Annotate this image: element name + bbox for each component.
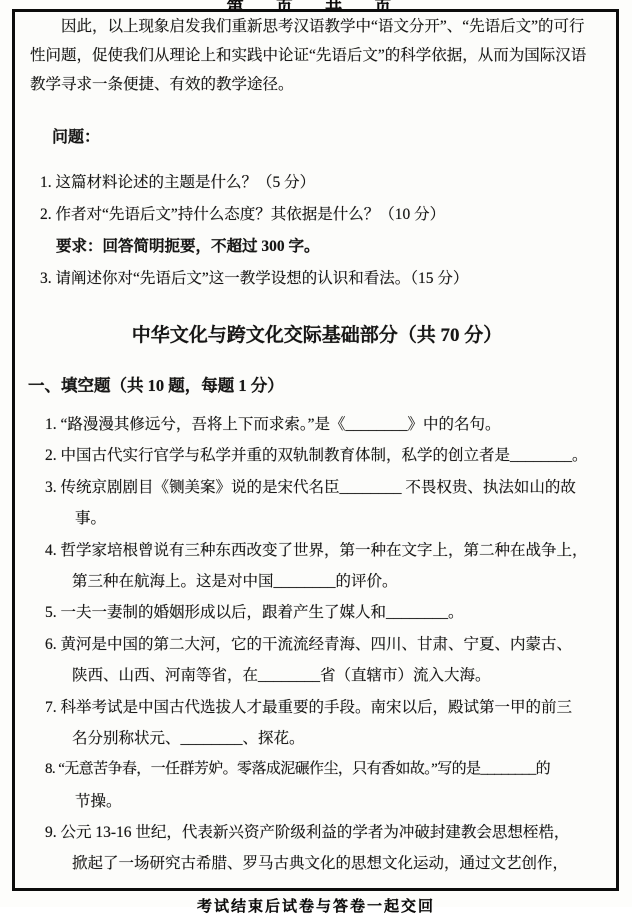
footer-instruction-fragment: 考试结束后试卷与答卷一起交回 [196, 899, 435, 915]
exam-border-frame [12, 9, 619, 891]
page-footer-clipped [0, 898, 632, 915]
fill-in-item-4: 4. 哲学家培根曾说有三种东西改变了世界，第一种在文字上，第二种在战争上， [45, 541, 588, 559]
fill-in-item-6: 6. 黄河是中国的第二大河，它的干流流经青海、四川、甘肃、宁夏、内蒙古、 [45, 635, 573, 653]
intro-paragraph-line: 教学寻求一条便捷、有效的教学途径。 [30, 76, 294, 93]
subsection-heading-fill-in: 一、填空题（共 10 题，每题 1 分） [28, 376, 284, 395]
fill-in-item-7-cont: 名分别称状元、________、探花。 [72, 729, 305, 747]
fill-in-item-3: 3. 传统京剧剧目《铡美案》说的是宋代名臣________ 不畏权贵、执法如山的故 [45, 478, 576, 496]
fill-in-item-3-cont: 事。 [75, 510, 107, 528]
intro-paragraph-line: 性问题，促使我们从理论上和实践中论证“先语后文”的科学依据，从而为国际汉语 [30, 47, 587, 64]
fill-in-item-5: 5. 一夫一妻制的婚姻形成以后，跟着产生了媒人和________。 [45, 604, 464, 622]
page-number-header-clipped [0, 0, 632, 4]
fill-in-item-9-cont: 掀起了一场研究古希腊、罗马古典文化的思想文化运动，通过文艺创作， [72, 855, 569, 873]
question-item-1: 1. 这篇材料论述的主题是什么？（5 分） [40, 174, 316, 191]
fill-in-item-6-cont: 陕西、山西、河南等省，在________省（直辖市）流入大海。 [72, 667, 491, 685]
fill-in-item-1: 1. “路漫漫其修远兮，吾将上下而求索。”是《________》中的名句。 [45, 416, 501, 433]
section-title: 中华文化与跨文化交际基础部分（共 70 分） [131, 325, 503, 346]
question-2-requirement: 要求：回答简明扼要，不超过 300 字。 [56, 238, 320, 255]
fill-in-item-2: 2. 中国古代实行官学与私学并重的双轨制教育体制，私学的创立者是________。 [45, 447, 588, 465]
fill-in-item-9: 9. 公元 13-16 世纪，代表新兴资产阶级利益的学者为冲破封建教会思想桎梏， [45, 824, 570, 842]
fill-in-question-list [30, 409, 604, 880]
question-item-3: 3. 请阐述你对“先语后文”这一教学设想的认识和看法。（15 分） [40, 270, 469, 287]
question-item-2: 2. 作者对“先语后文”持什么态度？其依据是什么？（10 分） [40, 206, 446, 223]
fill-in-item-7: 7. 科举考试是中国古代选拔人才最重要的手段。南宋以后，殿试第一甲的前三 [45, 698, 573, 716]
fill-in-item-8: 8. “无意苦争春，一任群芳妒。零落成泥碾作尘，只有香如故。”写的是________的 [45, 761, 551, 778]
intro-paragraph-line: 因此，以上现象启发我们重新思考汉语教学中“语文分开”、“先语后文”的可行 [61, 18, 585, 35]
fill-in-item-4-cont: 第三种在航海上。这是对中国________的评价。 [72, 572, 398, 590]
questions-heading: 问题： [52, 129, 101, 146]
fill-in-item-8-cont: 节操。 [75, 792, 122, 810]
exam-content [15, 12, 616, 880]
